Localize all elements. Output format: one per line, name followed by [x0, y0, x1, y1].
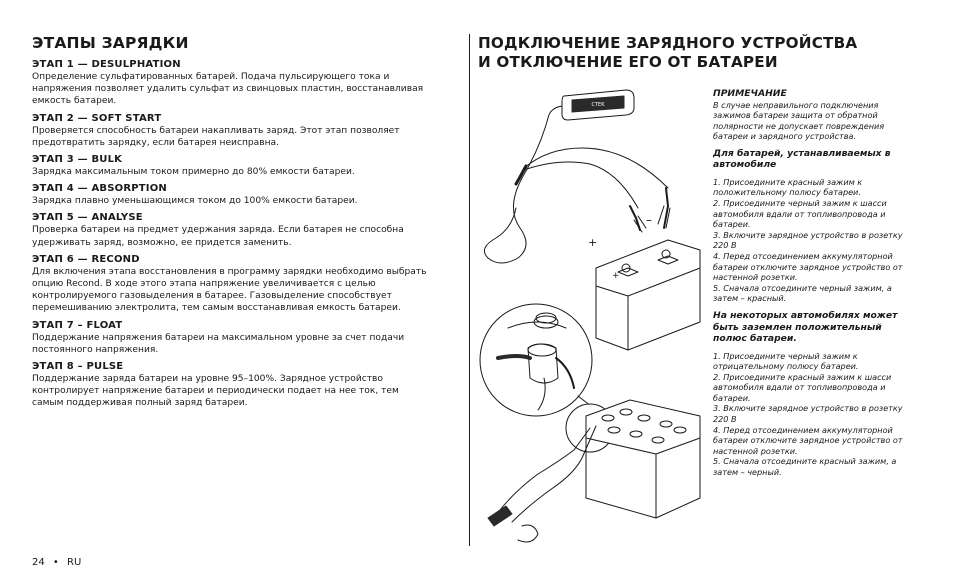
instruction-step: 3. Включите зарядное устройство в розетку 220 В [713, 403, 903, 425]
vehicle-battery-heading: Для батарей, устанавливаемых в автомобиле [713, 147, 891, 171]
stage-title: ЭТАП 2 — SOFT START [32, 112, 162, 124]
page-footer [32, 557, 81, 568]
stage-title: ЭТАП 4 — ABSORPTION [32, 183, 167, 195]
terminal-detail-circle [480, 304, 592, 416]
stage-title: ЭТАП 3 — BULK [32, 154, 123, 166]
positive-ground-heading: На некоторых автомобилях может быть заземлен положительный полюс батареи. [713, 310, 898, 344]
stage-text: Проверяется способность батареи накапливать заряд. Этот этап позволяет предотвратить зарядку, если батарея неисправна. [32, 125, 400, 148]
stage-4 [32, 182, 432, 207]
stage-text: Для включения этапа восстановления в программу зарядки необходимо выбрать опцию Recond. В ходе этого этапа напряжение увеличивается с целью контролируемого газовыделения в батарее. Газовыделение способствует перемешиванию электролита, тем самым восстанавливая емкость батареи. [32, 266, 427, 314]
section-title: ЭТАПЫ ЗАРЯДКИ [32, 34, 189, 52]
stage-6 [32, 253, 432, 315]
stage-text: Зарядка плавно уменьшающимся током до 100% емкости батареи. [32, 196, 358, 207]
stage-title: ЭТАП 5 — ANALYSE [32, 212, 143, 224]
black-clamp [658, 188, 670, 228]
note-heading: ПРИМЕЧАНИЕ [713, 88, 787, 99]
stage-text: Поддержание заряда батареи на уровне 95–100%. Зарядное устройство контролирует напряжение батареи и периодически подает на нее ток, тем самым поддерживая полный заряд батареи. [32, 374, 399, 409]
stage-title: ЭТАП 8 – PULSE [32, 361, 124, 373]
stage-text: Проверка батареи на предмет удержания заряда. Если батарея не способна удерживать заряд, возможно, ее придется заменить. [32, 225, 404, 248]
note-text: В случае неправильного подключения зажимов батареи защита от обратной полярности не допускает повреждения батареи и зарядного устройства. [713, 99, 885, 142]
stage-2 [32, 112, 432, 149]
instruction-step: 4. Перед отсоединением аккумуляторной батареи отключите зарядное устройство от настенной розетки. [713, 251, 903, 283]
stage-3 [32, 153, 432, 178]
stage-5 [32, 211, 432, 248]
page-number: 24 [32, 557, 45, 568]
stage-title: ЭТАП 7 – FLOAT [32, 319, 123, 331]
instruction-step: 3. Включите зарядное устройство в розетку 220 В [713, 229, 903, 251]
stage-1 [32, 58, 432, 108]
charger-brand-label: CTEK [591, 102, 605, 108]
connection-instructions [713, 88, 918, 478]
stage-text: Зарядка максимальным током примерно до 80% емкости батареи. [32, 167, 355, 178]
stage-8 [32, 360, 432, 410]
instruction-step: 1. Присоедините черный зажим к отрицательному полюсу батареи. [713, 350, 859, 372]
instruction-step: 4. Перед отсоединением аккумуляторной батареи отключите зарядное устройство от настенной розетки. [713, 424, 903, 456]
stage-title: ЭТАП 6 — RECOND [32, 253, 140, 265]
footer-bullet: • [52, 557, 59, 568]
charger-device [548, 90, 634, 120]
stage-text: Определение сульфатированных батарей. Подача пульсирующего тока и напряжения позволяет удалить сульфат из свинцовых пластин, восстанавливая емкость батареи. [32, 72, 424, 107]
battery-connection-illustration [478, 78, 710, 548]
instruction-step: 5. Сначала отсоедините красный зажим, а затем – черный. [713, 456, 897, 478]
instruction-step: 2. Присоедините черный зажим к шасси автомобиля вдали от топливопровода и батареи. [713, 198, 887, 230]
instruction-step: 5. Сначала отсоедините черный зажим, а затем – красный. [713, 282, 892, 304]
charging-stages-section [32, 34, 432, 414]
stage-7 [32, 319, 432, 356]
plus-sign-top: + [588, 236, 598, 249]
connection-section-title: ПОДКЛЮЧЕНИЕ ЗАРЯДНОГО УСТРОЙСТВА И ОТКЛЮЧЕНИЕ ЕГО ОТ БАТАРЕИ [478, 34, 858, 71]
minus-sign: – [646, 213, 652, 227]
language-code: RU [67, 557, 82, 568]
plus-sign-battery: + [612, 271, 620, 281]
instruction-step: 1. Присоедините красный зажим к положительному полюсу батареи. [713, 176, 863, 198]
car-battery-bottom [538, 400, 700, 518]
instruction-step: 2. Присоедините красный зажим к шасси автомобиля вдали от топливопровода и батареи. [713, 371, 892, 403]
stage-title: ЭТАП 1 — DESULPHATION [32, 59, 181, 70]
column-divider [469, 34, 470, 546]
car-battery-top [596, 240, 700, 350]
stage-text: Поддержание напряжения батареи на максимальном уровне за счет подачи постоянного напряжения. [32, 332, 405, 355]
red-clamp [630, 206, 646, 232]
